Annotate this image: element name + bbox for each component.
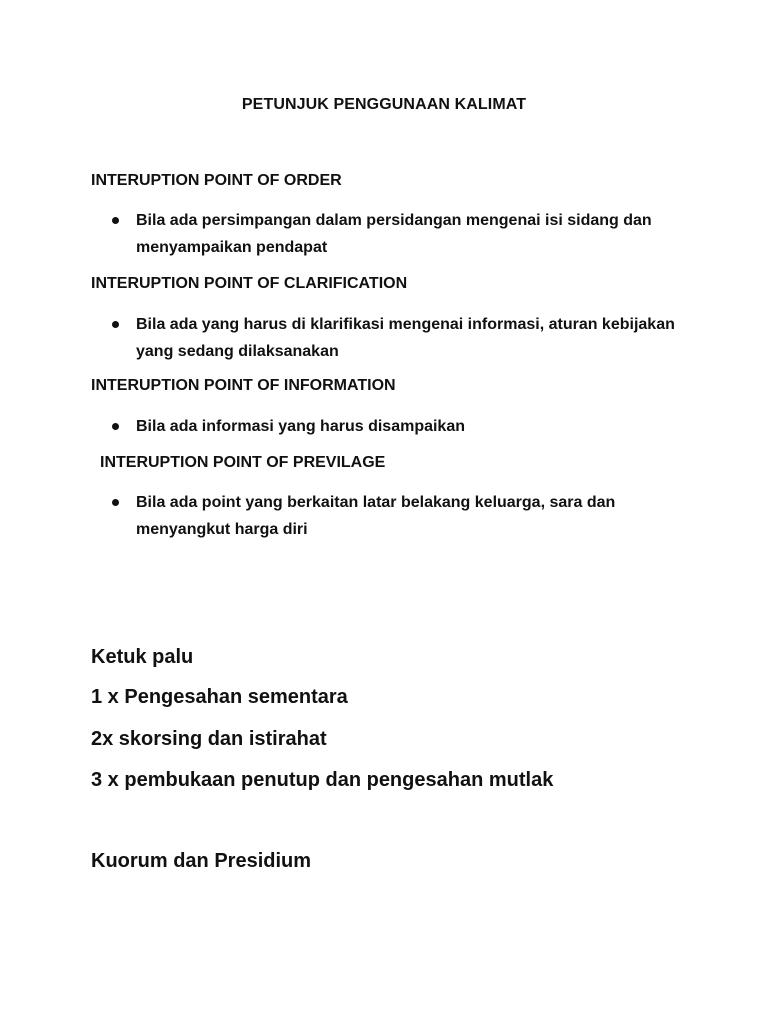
section-heading-point-of-previlage: INTERUPTION POINT OF PREVILAGE: [100, 454, 386, 471]
ketuk-palu-heading: Ketuk palu: [91, 646, 194, 668]
section-heading-point-of-clarification: INTERUPTION POINT OF CLARIFICATION: [91, 275, 408, 292]
bullet-text: Bila ada informasi yang harus disampaikan: [136, 418, 465, 435]
bullet-point-of-previlage: [112, 489, 692, 543]
kuorum-presidium-heading: Kuorum dan Presidium: [91, 850, 312, 872]
bullet-point-of-clarification: [112, 311, 692, 365]
section-heading-point-of-information: INTERUPTION POINT OF INFORMATION: [91, 377, 396, 394]
bullet-text: Bila ada persimpangan dalam persidangan mengenai isi sidang dan menyampaikan pendapat: [136, 212, 652, 256]
ketuk-palu-line: 1 x Pengesahan sementara: [91, 686, 348, 708]
ketuk-palu-line: 2x skorsing dan istirahat: [91, 728, 327, 750]
ketuk-palu-line: 3 x pembukaan penutup dan pengesahan mutlak: [91, 769, 554, 791]
bullet-point-of-information: [112, 413, 692, 440]
bullet-dot-icon: [112, 321, 119, 328]
section-heading-point-of-order: INTERUPTION POINT OF ORDER: [91, 172, 342, 189]
bullet-point-of-order: [112, 207, 692, 261]
bullet-text: Bila ada point yang berkaitan latar belakang keluarga, sara dan menyangkut harga diri: [136, 494, 616, 538]
bullet-dot-icon: [112, 217, 119, 224]
bullet-text: Bila ada yang harus di klarifikasi mengenai informasi, aturan kebijakan yang sedang dilaksanakan: [136, 316, 675, 360]
bullet-dot-icon: [112, 423, 119, 430]
bullet-dot-icon: [112, 499, 119, 506]
document-title: PETUNJUK PENGGUNAAN KALIMAT: [241, 96, 527, 113]
